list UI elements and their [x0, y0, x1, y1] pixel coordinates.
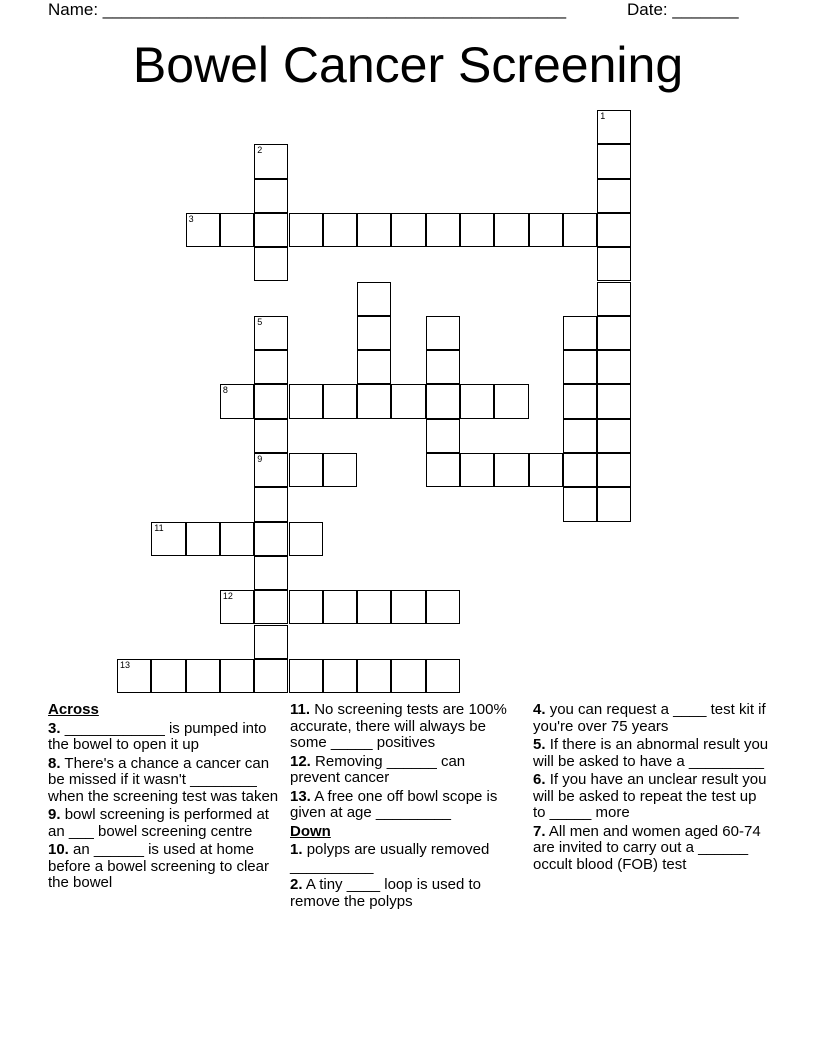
clues-column-3: [533, 702, 769, 875]
grid-cell[interactable]: [254, 625, 288, 659]
clue-down-4: 4. you can request a ____ test kit if you're over 75 years: [533, 701, 766, 735]
clue-across-11: 11. No screening tests are 100% accurate, there will always be some _____ positives: [290, 701, 507, 751]
clue-across-3: 3. ____________ is pumped into the bowel to open it up: [48, 719, 267, 753]
grid-cell[interactable]: [460, 213, 494, 247]
date-field-label: Date: _______: [627, 0, 739, 19]
grid-cell[interactable]: [597, 213, 631, 247]
grid-cell[interactable]: [254, 144, 288, 178]
clue-across-13: 13. A free one off bowl scope is given at age _________: [290, 787, 498, 821]
grid-cell[interactable]: [426, 659, 460, 693]
clue-number: 1: [600, 111, 606, 121]
grid-cell[interactable]: [426, 384, 460, 418]
grid-cell[interactable]: [597, 316, 631, 350]
grid-cell[interactable]: [357, 282, 391, 316]
grid-cell[interactable]: [254, 522, 288, 556]
grid-cell[interactable]: [563, 487, 597, 521]
grid-cell[interactable]: [426, 453, 460, 487]
grid-cell[interactable]: [289, 659, 323, 693]
grid-cell[interactable]: [186, 213, 220, 247]
grid-cell[interactable]: [426, 419, 460, 453]
grid-cell[interactable]: [391, 590, 425, 624]
grid-cell[interactable]: [357, 659, 391, 693]
grid-cell[interactable]: [254, 247, 288, 281]
grid-cell[interactable]: [323, 213, 357, 247]
grid-cell[interactable]: [357, 590, 391, 624]
grid-cell[interactable]: [254, 179, 288, 213]
grid-cell[interactable]: [597, 487, 631, 521]
grid-cell[interactable]: [254, 350, 288, 384]
name-field-label: Name: _________________________________________________: [48, 0, 567, 19]
grid-cell[interactable]: [254, 316, 288, 350]
grid-cell[interactable]: [597, 419, 631, 453]
grid-cell[interactable]: [220, 384, 254, 418]
clue-down-6: 6. If you have an unclear result you will be asked to repeat the test up to _____ more: [533, 771, 767, 821]
grid-cell[interactable]: [597, 179, 631, 213]
grid-cell[interactable]: [563, 384, 597, 418]
grid-cell[interactable]: [254, 213, 288, 247]
grid-cell[interactable]: [289, 213, 323, 247]
clue-number: 13: [120, 659, 131, 670]
across-heading: Across: [48, 701, 99, 718]
clue-across-8: 8. There's a chance a cancer can be missed if it wasn't ________ when the screening test was taken: [48, 754, 279, 805]
grid-cell[interactable]: [254, 659, 288, 693]
clue-across-10: 10. an ______ is used at home before a bowel screening to clear the bowel: [48, 841, 269, 891]
grid-cell[interactable]: [597, 110, 631, 144]
grid-cell[interactable]: [563, 213, 597, 247]
clue-number: 12: [222, 591, 233, 602]
grid-cell[interactable]: [494, 213, 528, 247]
page-title: Bowel Cancer Screening: [132, 37, 684, 93]
grid-cell[interactable]: [357, 384, 391, 418]
grid-cell[interactable]: [529, 213, 563, 247]
clue-number: 8: [222, 385, 228, 396]
grid-cell[interactable]: [323, 590, 357, 624]
grid-cell[interactable]: [323, 453, 357, 487]
grid-cell[interactable]: [220, 522, 254, 556]
grid-cell[interactable]: [426, 590, 460, 624]
clue-number: 2: [257, 145, 263, 156]
grid-cell[interactable]: [597, 144, 631, 178]
grid-cell[interactable]: [186, 659, 220, 693]
clue-down-1: 1. polyps are usually removed __________: [290, 841, 490, 875]
grid-cell[interactable]: [186, 522, 220, 556]
grid-cell[interactable]: [151, 522, 185, 556]
grid-cell[interactable]: [117, 659, 151, 693]
grid-cell[interactable]: [289, 384, 323, 418]
grid-cell[interactable]: [494, 453, 528, 487]
grid-cell[interactable]: [563, 419, 597, 453]
grid-cell[interactable]: [426, 350, 460, 384]
clue-number: 3: [188, 213, 194, 224]
grid-cell[interactable]: [563, 453, 597, 487]
grid-cell[interactable]: [254, 590, 288, 624]
clue-down-2: 2. A tiny ____ loop is used to remove the polyps: [290, 876, 481, 910]
grid-cell[interactable]: [289, 522, 323, 556]
grid-cell[interactable]: [254, 453, 288, 487]
grid-cell[interactable]: [357, 213, 391, 247]
grid-cell[interactable]: [563, 350, 597, 384]
grid-cell[interactable]: [391, 659, 425, 693]
grid-cell[interactable]: [220, 590, 254, 624]
grid-cell[interactable]: [597, 282, 631, 316]
grid-cell[interactable]: [597, 247, 631, 281]
grid-cell[interactable]: [494, 384, 528, 418]
grid-cell[interactable]: [357, 350, 391, 384]
grid-cell[interactable]: [289, 590, 323, 624]
grid-cell[interactable]: [254, 384, 288, 418]
clue-number: 9: [257, 454, 263, 464]
grid-cell[interactable]: [460, 453, 494, 487]
clue-down-5: 5. If there is an abnormal result you will be asked to have a _________: [533, 736, 769, 770]
clue-number: 5: [257, 316, 263, 327]
clues-column-1: [48, 702, 284, 894]
clue-across-12: 12. Removing ______ can prevent cancer: [290, 752, 466, 786]
grid-cell[interactable]: [151, 659, 185, 693]
grid-cell[interactable]: [391, 384, 425, 418]
grid-cell[interactable]: [323, 659, 357, 693]
down-heading: Down: [290, 822, 331, 840]
grid-cell[interactable]: [254, 487, 288, 521]
grid-cell[interactable]: [563, 316, 597, 350]
grid-cell[interactable]: [426, 213, 460, 247]
grid-cell[interactable]: [357, 316, 391, 350]
grid-cell[interactable]: [391, 213, 425, 247]
grid-cell[interactable]: [460, 384, 494, 418]
clues-column-2: [290, 702, 516, 912]
grid-cell[interactable]: [323, 384, 357, 418]
grid-cell[interactable]: [220, 659, 254, 693]
grid-cell[interactable]: [220, 213, 254, 247]
grid-cell[interactable]: [254, 556, 288, 590]
grid-cell[interactable]: [597, 350, 631, 384]
clue-down-7: 7. All men and women aged 60-74 are invited to carry out a ______ occult blood (FOB) test: [533, 822, 761, 873]
grid-cell[interactable]: [254, 419, 288, 453]
clue-across-9: 9. bowl screening is performed at an ___ bowel screening centre: [48, 806, 269, 840]
clue-number: 11: [154, 522, 164, 533]
grid-cell[interactable]: [426, 316, 460, 350]
grid-cell[interactable]: [597, 453, 631, 487]
grid-cell[interactable]: [597, 384, 631, 418]
grid-cell[interactable]: [289, 453, 323, 487]
grid-cell[interactable]: [529, 453, 563, 487]
